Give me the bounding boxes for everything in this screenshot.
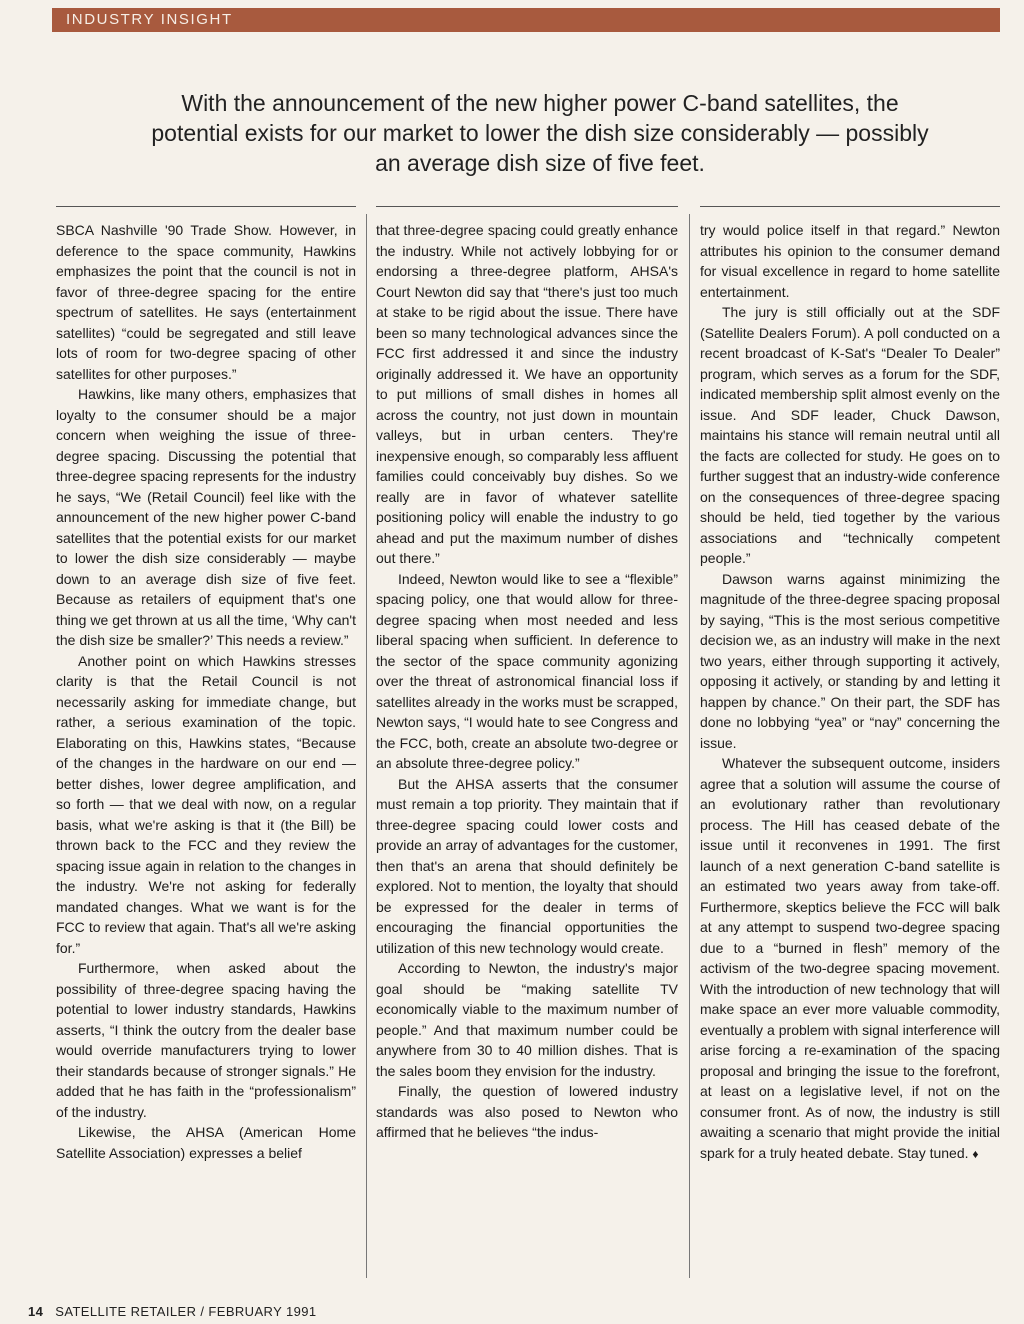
paragraph: Indeed, Newton would like to see a “flexible” spacing policy, one that would allow for three-degree spacing when most needed and less liberal spacing when sufficient. In deference to the sector of the space community agonizing over the threat of astronomical financial loss if satellites already in the works must be scrapped, Newton says, “I would hate to see Congress and the FCC, both, create an absolute two-degree or an absolute three-degree policy.” — [376, 570, 678, 771]
paragraph: Dawson warns against minimizing the magnitude of the three-degree spacing proposal by saying, “This is the most serious competitive decision we, as an industry will make in the next two years, either through supporting it actively, opposing it actively, or standing by and letting it happen by chance.” On their part, the SDF has done no lobbying “yea” or “nay” concerning the issue. — [700, 570, 1000, 751]
paragraph-text: Whatever the subsequent outcome, insiders agree that a solution will assume the course of an evolutionary rather than revolutionary process. The Hill has ceased debate of the issue until it reconvenes in 1991. The first launch of a next generation C-band satellite is an estimated two years away from take-off. Furthermore, skeptics believe the FCC will balk at any attempt to suspend two-degree spacing due to a “burned in flesh” memory of the activism of the two-degree spacing movement. With the introduction of new technology that will make space an ever more valuable commodity, eventually a problem with signal interference will arise forcing a re-examination of the spacing proposal and bringing the issue to the forefront, at least on a legislative level, if not on the consumer front. As of now, the industry is still awaiting a scenario that might provide the initial spark for a truly heated debate. Stay tuned. — [700, 755, 1000, 1161]
paragraph: Finally, the question of lowered industry standards was also posed to Newton who affirmed that he believes “the indus- — [376, 1083, 678, 1140]
column-top-rule — [700, 206, 1000, 207]
article-column-1 — [56, 220, 356, 1290]
paragraph: that three-degree spacing could greatly enhance the industry. While not actively lobbying for or endorsing a three-degree platform, AHSA's Court Newton did say that “there's just too much at stake to be rigid about the issue. There have been so many technological advances since the FCC first addressed it and since the industry originally addressed it. We have an opportunity to put millions of small dishes in homes all across the country, not just down in mountain valleys, but in urban centers. They're inexpensive enough, so comparably less affluent families could conceivably buy dishes. So we really are in favor of whatever satellite positioning policy will enable the industry to go ahead and put the maximum number of dishes out there.” — [376, 222, 678, 566]
column-divider — [366, 214, 367, 1278]
article-column-2 — [376, 220, 678, 1290]
paragraph: Another point on which Hawkins stresses clarity is that the Retail Council is not necessarily asking for immediate change, but rather, a serious examination of the topic. Elaborating on this, Hawkins states, “Because of the changes in the hardware on our end — better dishes, lower degree amplification, and so forth — that we deal with now, on a regular basis, what we're asking is that it (the Bill) be thrown back to the FCC and they review the spacing issue again in relation to the changes in the industry. We're not asking for federally mandated changes. What we want is for the FCC to review that again. That's all we're asking for.” — [56, 652, 356, 956]
pull-quote: With the announcement of the new higher power C-band satellites, the potential exists for our market to lower the dish size considerably — possibly an average dish size of five feet. — [151, 90, 929, 176]
page-footer — [28, 1304, 316, 1319]
section-header — [52, 8, 1000, 32]
publication-line: SATELLITE RETAILER / FEBRUARY 1991 — [55, 1304, 317, 1319]
paragraph: The jury is still officially out at the SDF (Satellite Dealers Forum). A poll conducted on a recent broadcast of K-Sat's “Dealer To Dealer” program, which serves as a forum for the SDF, indicated membership split almost evenly on the issue. And SDF leader, Chuck Dawson, maintains his stance will remain neutral until all the facts are collected for study. He goes on to further suggest that an industry-wide conference on the consequences of three-degree spacing should be held, tied together by the various associations and “technically competent people.” — [700, 304, 1000, 566]
end-mark-icon: ♦ — [972, 1146, 979, 1161]
column-divider — [689, 214, 690, 1278]
paragraph — [700, 753, 1000, 1164]
paragraph: Likewise, the AHSA (American Home Satellite Association) expresses a belief — [56, 1124, 356, 1161]
paragraph: try would police itself in that regard.” Newton attributes his opinion to the consumer demand for visual excellence in regard to home satellite entertainment. — [700, 222, 1000, 300]
paragraph: Hawkins, like many others, emphasizes that loyalty to the consumer should be a major concern when weighing the issue of three-degree spacing. Discussing the potential that three-degree spacing represents for the industry he says, “We (Retail Council) feel like with the announcement of the new higher power C-band satellites that the potential exists for our market to lower the dish size considerably — maybe down to an average dish size of five feet. Because as retailers of equipment that's one thing we get thrown at us all the time, ‘Why can't the dish size be smaller?’ This needs a review.” — [56, 386, 356, 648]
article-column-3 — [700, 220, 1000, 1290]
paragraph: But the AHSA asserts that the consumer must remain a top priority. They maintain that if three-degree spacing could lower costs and provide an array of advantages for the customer, then that's an arena that should definitely be explored. Not to mention, the loyalty that should be expressed for the dealer in terms of encouraging the financial opportunities the utilization of this new technology would create. — [376, 775, 678, 956]
section-label: INDUSTRY INSIGHT — [66, 11, 233, 28]
paragraph: According to Newton, the industry's major goal should be “making satellite TV economically viable to the maximum number of people.” And that maximum number could be anywhere from 30 to 40 million dishes. That is the sales boom they envision for the industry. — [376, 960, 678, 1079]
paragraph: SBCA Nashville '90 Trade Show. However, in deference to the space community, Hawkins emphasizes the point that the council is not in favor of three-degree spacing for the entire spectrum of satellites. He says (entertainment satellites) “could be segregated and still leave lots of room for two-degree spacing of other satellites for other purposes.” — [56, 222, 356, 382]
column-top-rule — [56, 206, 356, 207]
column-top-rule — [376, 206, 678, 207]
page-number: 14 — [28, 1304, 44, 1319]
paragraph: Furthermore, when asked about the possibility of three-degree spacing having the potential to lower industry standards, Hawkins asserts, “I think the outcry from the dealer base would override manufacturers trying to lower their standards because of stronger signals.” He added that he has faith in the “professionalism” of the industry. — [56, 960, 356, 1120]
